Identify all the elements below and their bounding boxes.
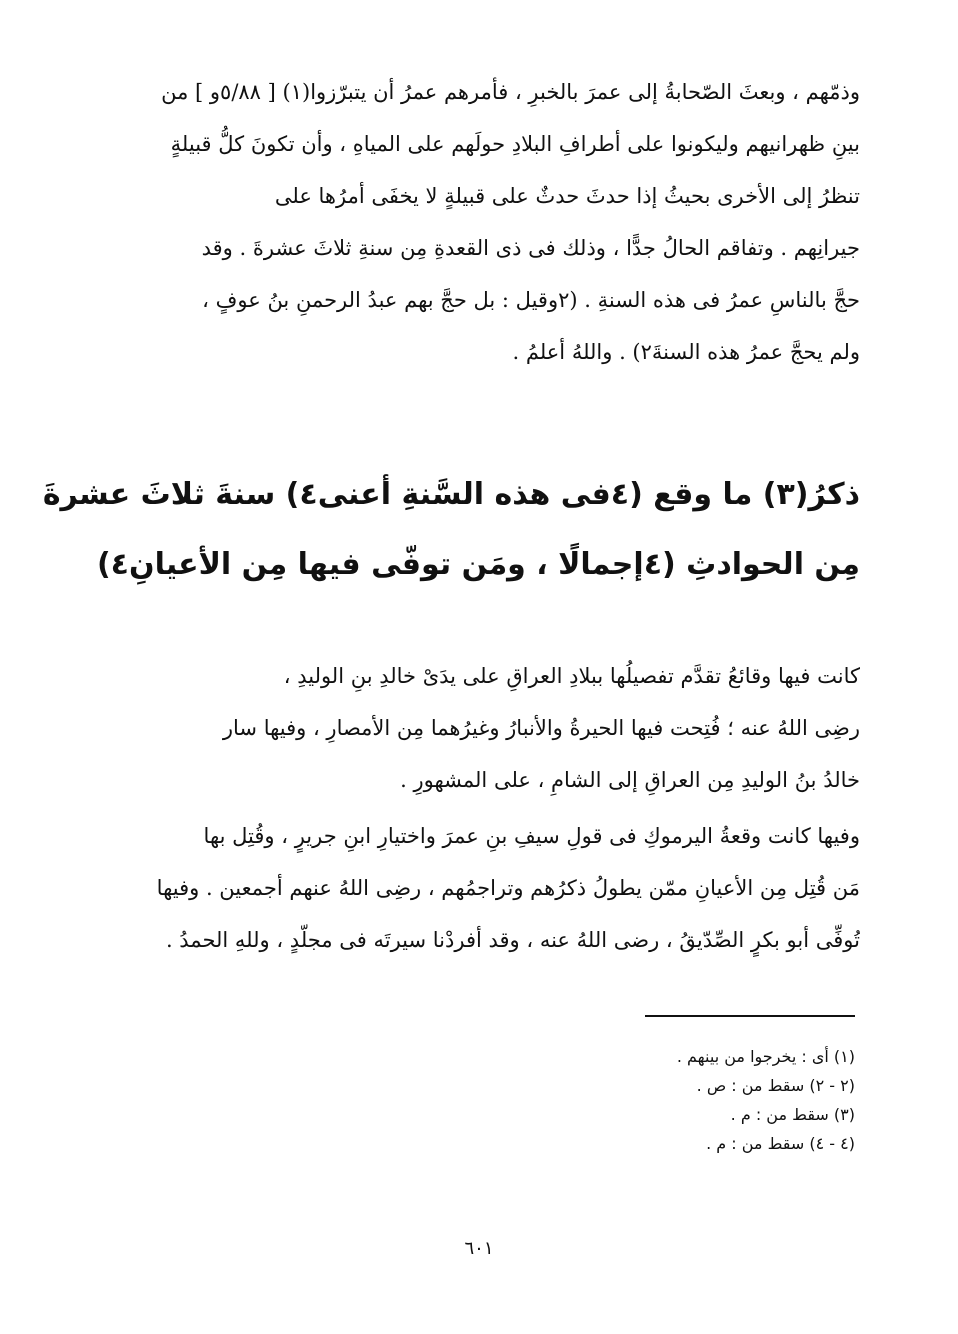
text-line: خالدُ بنُ الوليدِ مِن العراقِ إلى الشامِ ، على المشهورِ .	[400, 768, 860, 792]
text-line: حجَّ بالناسِ عمرُ فى هذه السنةِ . (٢وقيل : بل حجَّ بهم عبدُ الرحمنِ بنُ عوفٍ ،	[202, 288, 860, 312]
text-line: رضِى اللهُ عنه ؛ فُتِحت فيها الحيرةُ والأنبارُ وغيرُهما مِن الأمصارِ ، وفيها سار	[222, 716, 860, 740]
footnote: (٢ - ٢) سقط من : ص .	[696, 1076, 855, 1095]
footnotes	[500, 1042, 855, 1158]
text-line: وفيها كانت وقعةُ اليرموكِ فى قولِ سيفِ بنِ عمرَ واختيارِ ابنِ جريرٍ ، وقُتِل بها	[203, 824, 860, 848]
paragraph-2	[140, 650, 860, 806]
heading-line: مِن الحوادثِ (٤إجمالًا ، ومَن توفّى فيها مِن الأعيانِ٤)	[96, 547, 860, 582]
footnote: (٣) سقط من : م .	[730, 1105, 855, 1124]
text-line: ولم يحجَّ عمرُ هذه السنةَ٢) . واللهُ أعلمُ .	[512, 340, 860, 364]
footnote-divider	[645, 1015, 855, 1017]
paragraph-1	[140, 66, 860, 378]
footnote: (٤ - ٤) سقط من : م .	[706, 1134, 855, 1153]
text-line: بينِ ظهرانيهم وليكونوا على أطرافِ البلادِ حولَهم على المياهِ ، وأن تكونَ كلُّ قبيلةٍ	[170, 132, 860, 156]
text-line: تنظرُ إلى الأخرى بحيثُ إذا حدثَ حدثٌ على قبيلةٍ لا يخفَى أمرُها على	[274, 184, 860, 208]
text-line: جيرانِهم . وتفاقم الحالُ جدًّا ، وذلك فى ذى القعدةِ مِن سنةِ ثلاثَ عشرةَ . وقد	[201, 236, 860, 260]
paragraph-3	[140, 810, 860, 966]
page-number: ٦٠١	[464, 1238, 494, 1259]
text-line: وذمّهم ، وبعثَ الصّحابةُ إلى عمرَ بالخبرِ ، فأمرهم عمرُ أن يتبرّزوا(١) [ ٥/٨٨و ] من	[161, 80, 860, 104]
text-line: كانت فيها وقائعُ تقدَّم تفصيلُها ببلادِ العراقِ على يدَىْ خالدِ بنِ الوليدِ ،	[283, 664, 860, 688]
text-line: تُوفِّى أبو بكرٍ الصِّدّيقُ ، رضى اللهُ عنه ، وقد أفردْنا سيرتَه فى مجلّدٍ ، وللهِ الحمدُ .	[165, 928, 860, 952]
section-heading	[42, 460, 860, 600]
footnote: (١) أى : يخرجوا من بينهم .	[676, 1047, 855, 1066]
text-line: مَن قُتِل مِن الأعيانِ ممّن يطولُ ذكرُهم وتراجمُهم ، رضِى اللهُ عنهم أجمعين . وفيها	[156, 876, 860, 900]
heading-line: ذكرُ(٣) ما وقع (٤فى هذه السَّنةِ أعنى٤) سنةَ ثلاثَ عشرةَ	[42, 477, 860, 512]
